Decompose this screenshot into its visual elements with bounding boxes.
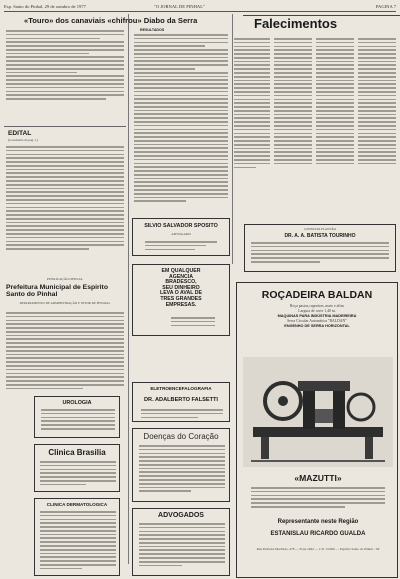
ad-rocadeira-line: Serra Circular Automática "BALDAN" [287,319,347,323]
ad-eletro-title: ELETROENCEFALOGRAFIA [150,386,212,391]
ad-urologia-title: UROLOGIA [62,400,92,406]
touro-article-title: «Touro» dos canaviais «chifrou» Diabo da Serra [24,16,198,25]
column-rule [232,14,233,264]
ad-advogados-title: ADVOGADOS [158,512,204,519]
ad-bradesco-line: SEU DINHEIRO [162,284,200,291]
ad-representative-address: Rua Pedreira Machado, 478 — Fone 2042 — C.P. 13.990 — Espirito Santo do Pinhal - SP [256,547,380,551]
ad-bradesco [132,264,230,336]
ad-mazutti-brand: «MAZUTTI» [294,473,342,483]
ad-bradesco-line: AGENCIA [169,273,193,280]
ad-derma-title: CLINICA DERMATOLOGICA [46,502,108,507]
prefeitura-kicker: PUBLICAÇÃO OFICIAL [47,277,83,281]
header-page-number: PAGINA 7 [375,4,396,9]
ad-clinica-brasilia-details [40,461,116,487]
ad-advogados-details [139,523,225,568]
edital-title: EDITAL [8,130,32,137]
ad-bradesco-companies [171,317,215,328]
prefeitura-title: Prefeitura Municipal de Espirito Santo do Pinhal [6,284,108,299]
prefeitura-text [6,312,124,391]
edital-subtitle: (Conclusão da pag. 1) [8,138,38,142]
sawmill-machine-illustration [243,357,393,467]
ad-doencas-details [139,445,225,494]
edital-text [6,146,124,252]
ad-bradesco-line: TRES GRANDES [160,295,202,302]
ad-clinica-dermatologica [34,498,120,576]
page-header [4,3,396,12]
ad-rocadeira-line: ENGENHO DE SERRA HORIZONTAL [284,324,350,328]
header-newspaper-name: "O JORNAL DE PINHAL" [154,4,205,9]
ad-eletro-doctor: DR. ADALBERTO FALSETTI [144,397,218,403]
falecimentos-col-3 [316,38,354,167]
ad-bradesco-line: EM QUALQUER [161,268,201,274]
touro-results-label: RESULTADOS [140,28,165,32]
ad-silvio-name: SILVIO SALVADOR SPOSITO [144,223,218,229]
ad-representative-name: ESTANISLAU RICARDO GUALDA [270,531,366,537]
ad-silvio-role: ADVOGADO [171,232,191,236]
touro-article-text [6,30,124,102]
falecimentos-col-1 [234,38,270,170]
ad-eletroencefalografia [132,382,230,422]
ad-urologia-details [41,409,115,432]
ad-silvio-sposito [132,218,230,256]
ad-rocadeira-title: ROÇADEIRA BALDAN [261,289,373,301]
ad-derma-details [40,511,116,572]
touro-results-text [134,34,228,204]
falecimentos-title: Falecimentos [254,16,338,31]
ad-rocadeira-line: Roça pastos,capoeiras, mato e afins [290,304,344,308]
ad-bradesco-line: LEVA O AVAL DE [160,290,202,297]
ad-tourinho-kicker: CONSULTA PLANTÃO [304,227,336,231]
ad-doencas-title: Doenças do Coração [143,432,219,441]
ad-rocadeira-baldan [236,282,398,578]
ad-silvio-details [145,241,217,252]
ad-bradesco-line: BRADESCO, [165,279,197,286]
ad-doencas-coracao [132,428,230,502]
ad-bradesco-text [133,269,229,308]
ad-bradesco-line: EMPRESAS. [165,301,197,308]
ad-rocadeira-features [237,304,397,329]
ad-advogados [132,508,230,576]
ad-tourinho [244,224,396,272]
ad-tourinho-doctor: DR. A. A. BATISTA TOURINHO [284,233,356,240]
column-rule [128,14,129,564]
prefeitura-subtitle: DEPARTAMENTO DE ADMINISTRAÇÃO E SETOR DE PESSOAL [19,301,111,305]
ad-tourinho-details [251,242,389,265]
falecimentos-col-4 [358,38,396,167]
ad-mazutti-products [251,487,385,510]
edital-rule [4,126,126,127]
ad-clinica-brasilia-title: Clinica Brasilia [48,448,106,457]
ad-urologia [34,396,120,438]
ad-rocadeira-line: MAQUINAS PARA INDÚSTRIA MADEIREIRA [277,314,357,318]
falecimentos-col-2 [274,38,312,167]
ad-representative-label: Representante neste Região [277,519,359,525]
ad-eletro-details [141,409,223,420]
ad-rocadeira-line: Largura de corte 1,40 m. [298,309,336,313]
header-date: Esp. Santo do Pinhal, 29 de outubro de 1977 [4,4,86,9]
ad-clinica-brasilia [34,444,120,492]
